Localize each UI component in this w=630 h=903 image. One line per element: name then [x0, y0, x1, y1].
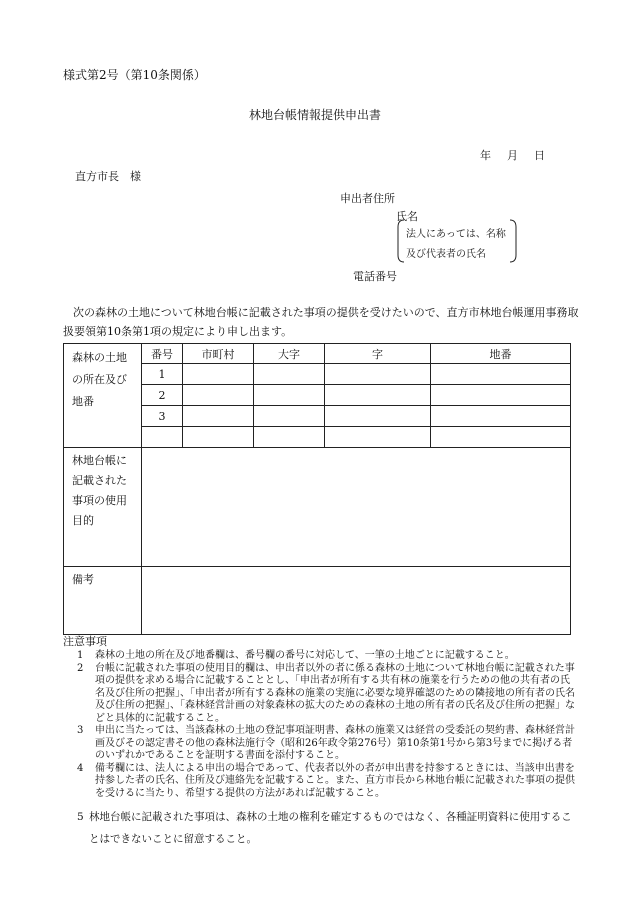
lot-number-field[interactable] [431, 385, 571, 406]
col-header-number: 番号 [142, 344, 183, 364]
corp-note-line1: 法人にあっては、名称 [406, 229, 506, 240]
corporation-note-bracket [396, 219, 518, 263]
oaza-field[interactable] [254, 385, 325, 406]
col-header-lot-number: 地番 [431, 344, 571, 364]
purpose-label-cell: 林地台帳に記載された事項の使用目的 [64, 448, 142, 567]
col-header-municipality: 市町村 [183, 344, 254, 364]
aza-field[interactable] [325, 406, 431, 427]
notes-title: 注意事項 [63, 635, 107, 648]
row-number: 3 [142, 406, 183, 427]
col-header-aza: 字 [325, 344, 431, 364]
document-title: 林地台帳情報提供申出書 [248, 108, 381, 122]
list-item: 3 申出に当たっては、当該森林の土地の登記事項証明書、森林の施業又は経営の受委託の契約書、森林経営計画及びその認定書その他の森林法施行令（昭和26年政令第276号）第10条第1号から第3号までに掲げる者のいずれかであることを証明する書面を添付すること。 [77, 725, 575, 761]
oaza-field[interactable] [254, 364, 325, 385]
remarks-label-cell: 備考 [64, 567, 142, 635]
intro-paragraph: 次の森林の土地について林地台帳に記載された事項の提供を受けたいので、直方市林地台帳運用事務取扱要領第10条第1項の規定により申し出ます。 [63, 306, 579, 338]
aza-field[interactable] [325, 385, 431, 406]
row-number [142, 427, 183, 448]
municipality-field[interactable] [183, 427, 254, 448]
date-line [480, 147, 545, 163]
date-day: 日 [534, 149, 545, 162]
lot-number-field[interactable] [431, 364, 571, 385]
form-number: 様式第2号（第10条関係） [63, 68, 206, 82]
col-header-oaza: 大字 [254, 344, 325, 364]
notes-list [63, 650, 578, 850]
lot-number-field[interactable] [431, 427, 571, 448]
remarks-field[interactable] [142, 567, 571, 635]
list-item: 1 森林の土地の所在及び地番欄は、番号欄の番号に対応して、一筆の土地ごとに記載すること。 [77, 650, 515, 661]
lot-number-field[interactable] [431, 406, 571, 427]
row-number: 1 [142, 364, 183, 385]
phone-label: 電話番号 [353, 270, 397, 283]
location-label-cell: 森林の土地の所在及び地番 [64, 344, 142, 448]
applicant-address-label: 申出者住所 [340, 192, 395, 205]
addressee: 直方市長 様 [75, 170, 141, 183]
municipality-field[interactable] [183, 406, 254, 427]
applicant-name-label: 氏名 [396, 210, 418, 223]
date-year: 年 [480, 149, 491, 162]
list-item: 5 林地台帳に記載された事項は、森林の土地の権利を確定するものではなく、各種証明資料に使用することはできないことに留意すること。 [77, 811, 572, 845]
municipality-field[interactable] [183, 364, 254, 385]
list-item: 2 台帳に記載された事項の使用目的欄は、申出者以外の者に係る森林の土地について林地台帳に記載された事項の提供を求める場合に記載することとし、「申出者が所有する共有林の施業を行うための他の共有者の氏名及び住所の把握」、「申出者が所有する森林の施業の実施に必要な境界確認のための隣接地の所有者の氏名及び住所の把握」、「森林経営計画の対象森林の拡大のための森林の土地の所有者の氏名及び住所の把握」などと具体的に記載すること。 [77, 662, 575, 724]
list-item: 4 備考欄には、法人による申出の場合であって、代表者以外の者が申出書を持参するときには、当該申出書を持参した者の氏名、住所及び連絡先を記載すること。また、直方市長から林地台帳に記載された事項の提供を受けるに当たり、希望する提供の方法があれば記載すること。 [77, 762, 575, 799]
application-table [63, 343, 571, 635]
row-number: 2 [142, 385, 183, 406]
oaza-field[interactable] [254, 406, 325, 427]
oaza-field[interactable] [254, 427, 325, 448]
purpose-field[interactable] [142, 448, 571, 567]
date-month: 月 [507, 149, 518, 162]
municipality-field[interactable] [183, 385, 254, 406]
aza-field[interactable] [325, 427, 431, 448]
corp-note-line2: 及び代表者の氏名 [406, 249, 486, 260]
aza-field[interactable] [325, 364, 431, 385]
